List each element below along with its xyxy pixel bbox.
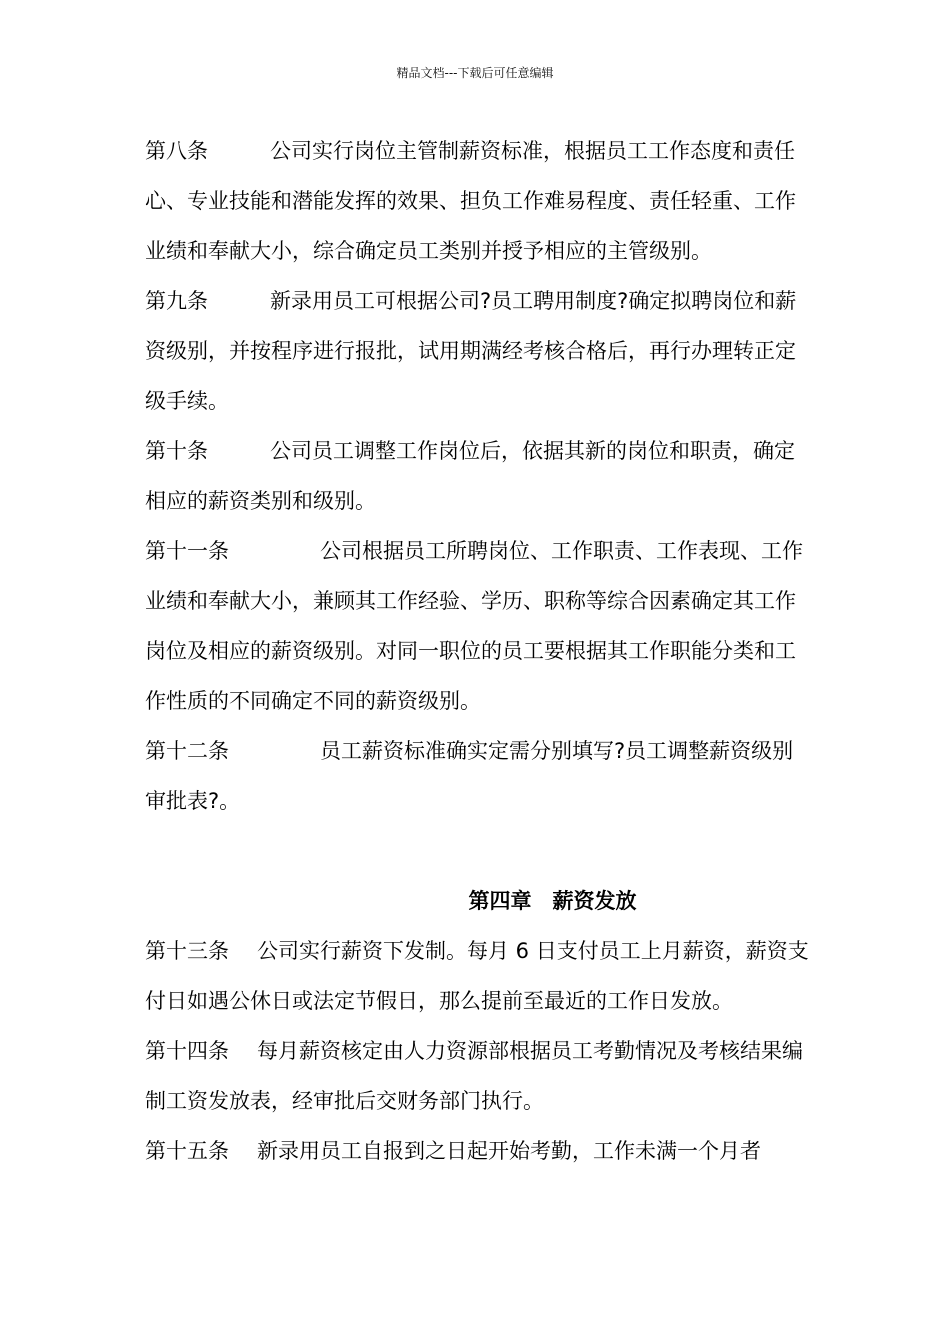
article-label: 第九条 xyxy=(145,289,208,313)
article-text: 员工薪资标准确实定需分别填写?员工调整薪资级别审批表?。 xyxy=(145,739,794,813)
article-13 xyxy=(145,926,810,1026)
document-body xyxy=(145,126,810,1176)
article-text: 每月薪资核定由人力资源部根据员工考勤情况及考核结果编制工资发放表，经审批后交财务部门执行。 xyxy=(145,1039,803,1113)
article-label: 第十三条 xyxy=(145,939,229,963)
article-text: 公司实行岗位主管制薪资标准，根据员工工作态度和责任心、专业技能和潜能发挥的效果、担负工作难易程度、责任轻重、工作业绩和奉献大小，综合确定员工类别并授予相应的主管级别。 xyxy=(145,139,796,263)
article-text: 新录用员工自报到之日起开始考勤，工作未满一个月者 xyxy=(257,1139,761,1163)
page-header: 精品文档---下载后可任意编辑 xyxy=(396,66,554,80)
article-label: 第十二条 xyxy=(145,739,229,763)
article-text: 公司根据员工所聘岗位、工作职责、工作表现、工作业绩和奉献大小，兼顾其工作经验、学历、职称等综合因素确定其工作岗位及相应的薪资级别。对同一职位的员工要根据其工作职能分类和工作性质的不同确定不同的薪资级别。 xyxy=(145,539,803,713)
article-14 xyxy=(145,1026,810,1126)
article-label: 第八条 xyxy=(145,139,208,163)
article-text: 公司员工调整工作岗位后，依据其新的岗位和职责，确定相应的薪资类别和级别。 xyxy=(145,439,795,513)
article-11 xyxy=(145,526,810,726)
article-label: 第十四条 xyxy=(145,1039,229,1063)
article-text: 公司实行薪资下发制。每月 6 日支付员工上月薪资，薪资支付日如遇公休日或法定节假日，那么提前至最近的工作日发放。 xyxy=(145,939,809,1013)
article-15 xyxy=(145,1126,810,1176)
blank-line xyxy=(145,826,810,876)
article-10 xyxy=(145,426,810,526)
article-9 xyxy=(145,276,810,426)
article-8 xyxy=(145,126,810,276)
article-label: 第十一条 xyxy=(145,539,229,563)
chapter-title: 第四章 薪资发放 xyxy=(468,889,637,913)
article-12 xyxy=(145,726,810,826)
article-label: 第十五条 xyxy=(145,1139,229,1163)
article-label: 第十条 xyxy=(145,439,208,463)
article-text: 新录用员工可根据公司?员工聘用制度?确定拟聘岗位和薪资级别，并按程序进行报批，试用期满经考核合格后，再行办理转正定级手续。 xyxy=(145,289,797,413)
